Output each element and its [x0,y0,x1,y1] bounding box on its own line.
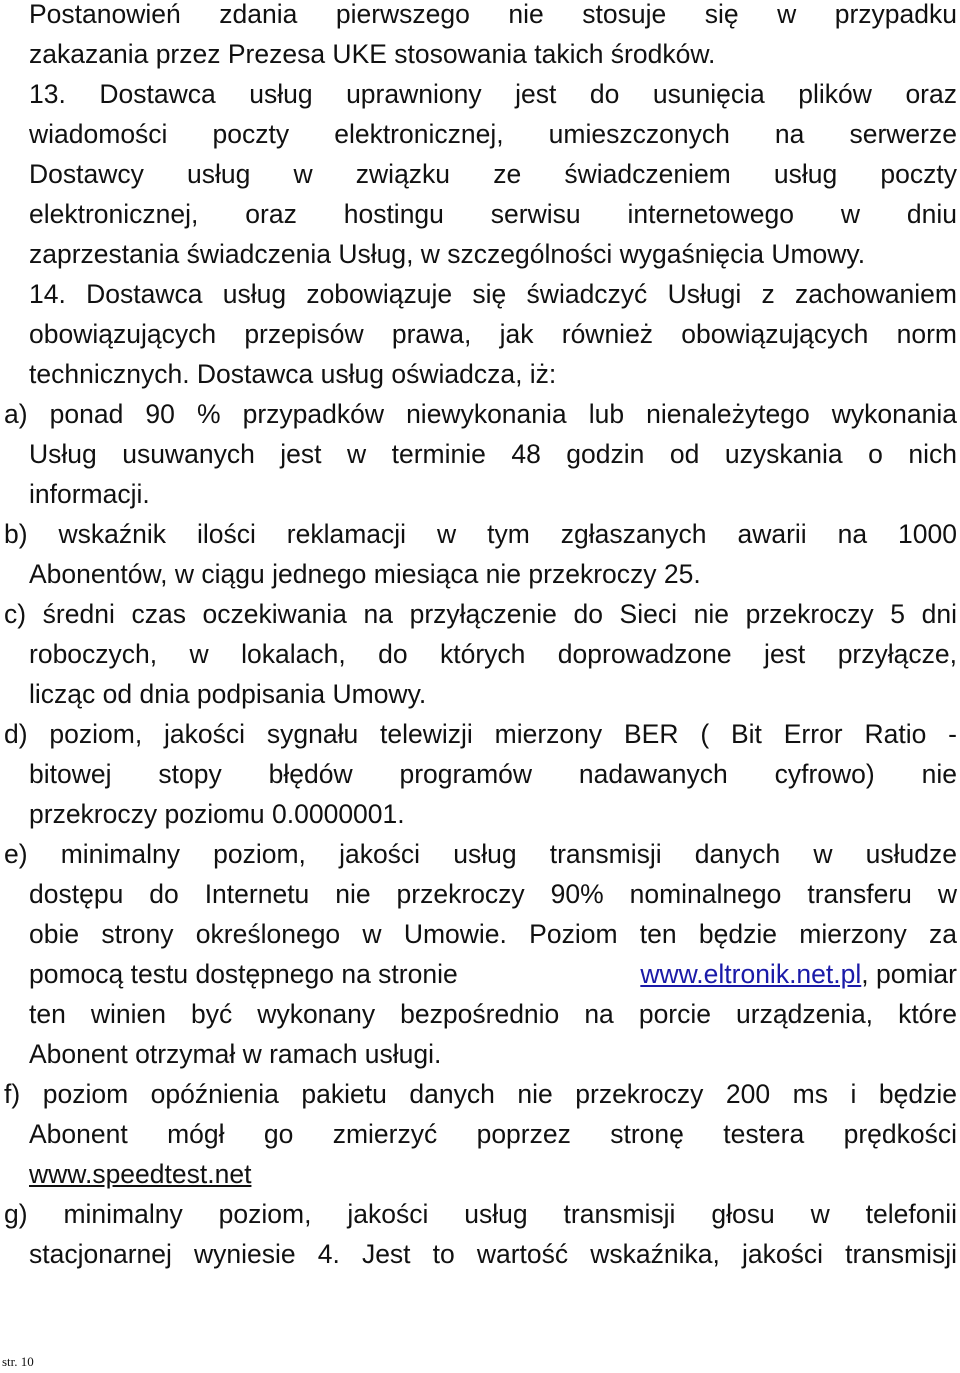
text-line-with-link [29,954,957,994]
link-wrap [640,954,957,994]
text-line: licząc od dnia podpisania Umowy. [29,679,427,709]
text-line: ten winien być wykonany bezpośrednio na porcie urządzenia, które [29,999,957,1029]
text-line: zakazania przez Prezesa UKE stosowania takich środków. [29,39,716,69]
text-line: obowiązujących przepisów prawa, jak również obowiązujących norm [29,319,957,349]
text-line: obie strony określonego w Umowie. Poziom ten będzie mierzony za [29,919,957,949]
text-line: 13. Dostawca usług uprawniony jest do usunięcia plików oraz [29,79,957,109]
text-line: Postanowień zdania pierwszego nie stosuje się w przypadku [29,0,957,29]
text-line: przekroczy poziomu 0.0000001. [29,799,405,829]
text-line: dostępu do Internetu nie przekroczy 90% nominalnego transferu w [29,879,957,909]
text-line: stacjonarnej wyniesie 4. Jest to wartość wskaźnika, jakości transmisji [29,1239,957,1269]
list-item-a: a) ponad 90 % przypadków niewykonania lub nienależytego wykonania [4,399,957,429]
text-line: elektronicznej, oraz hostingu serwisu internetowego w dniu [29,199,957,229]
list-item-d: d) poziom, jakości sygnału telewizji mierzony BER ( Bit Error Ratio - [4,719,957,749]
text-line: technicznych. Dostawca usług oświadcza, iż: [29,359,557,389]
text-line: wiadomości poczty elektronicznej, umieszczonych na serwerze [29,119,957,149]
text-line: Abonentów, w ciągu jednego miesiąca nie przekroczy 25. [29,559,701,589]
list-item-g: g) minimalny poziom, jakości usług transmisji głosu w telefonii [4,1199,957,1229]
text-line: zaprzestania świadczenia Usług, w szczególności wygaśnięcia Umowy. [29,239,866,269]
text-line-with-link [29,1154,251,1194]
text-segment: , pomiar [861,959,957,989]
text-line: informacji. [29,479,150,509]
eltronik-link[interactable]: www.eltronik.net.pl [640,959,862,989]
text-line: Usług usuwanych jest w terminie 48 godzin od uzyskania o nich [29,439,957,469]
text-line: Abonent mógł go zmierzyć poprzez stronę testera prędkości [29,1119,957,1149]
list-item-c: c) średni czas oczekiwania na przyłączenie do Sieci nie przekroczy 5 dni [4,599,957,629]
text-segment: pomocą testu dostępnego na stronie [29,959,458,989]
text-line: Dostawcy usług w związku ze świadczeniem usług poczty [29,159,957,189]
text-line: bitowej stopy błędów programów nadawanych cyfrowo) nie [29,759,957,789]
text-line: roboczych, w lokalach, do których doprowadzone jest przyłącze, [29,639,957,669]
text-line: 14. Dostawca usług zobowiązuje się świadczyć Usługi z zachowaniem [29,279,957,309]
text-line: Abonent otrzymał w ramach usługi. [29,1039,442,1069]
speedtest-link[interactable]: www.speedtest.net [29,1159,252,1189]
list-item-e: e) minimalny poziom, jakości usług transmisji danych w usłudze [4,839,957,869]
page-number: str. 10 [2,1354,34,1369]
list-item-b: b) wskaźnik ilości reklamacji w tym zgłaszanych awarii na 1000 [4,519,957,549]
list-item-f: f) poziom opóźnienia pakietu danych nie przekroczy 200 ms i będzie [4,1079,957,1109]
